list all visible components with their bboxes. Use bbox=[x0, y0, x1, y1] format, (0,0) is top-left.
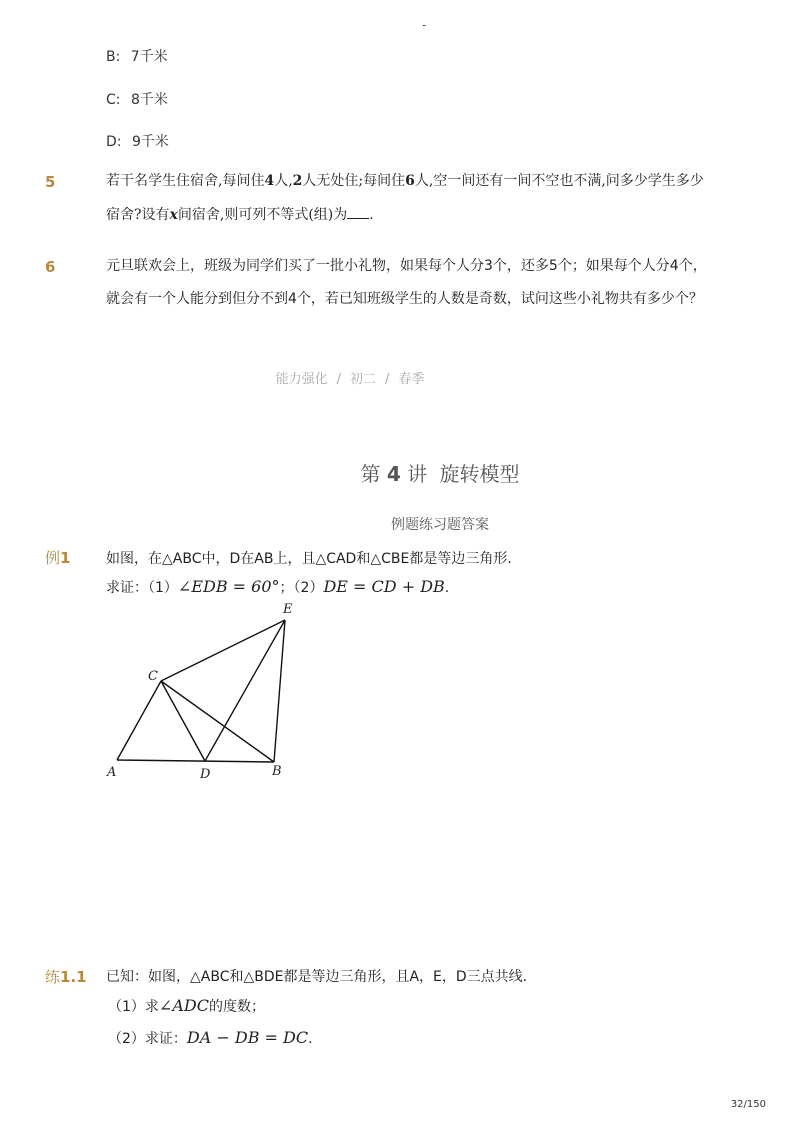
q5-num-3: 6 bbox=[405, 173, 415, 189]
point-label-a: A bbox=[107, 765, 117, 780]
breadcrumb-item: 能力强化 bbox=[275, 372, 328, 387]
question-5-line1 bbox=[106, 164, 746, 198]
part-1-suffix: 的度数； bbox=[208, 999, 265, 1015]
example-label-char: 例 bbox=[45, 549, 61, 567]
point-label-c: C bbox=[148, 669, 158, 684]
breadcrumb-separator: / bbox=[385, 372, 390, 387]
option-d bbox=[106, 131, 169, 151]
breadcrumb-separator: / bbox=[336, 372, 341, 387]
option-text: 8千米 bbox=[130, 92, 168, 108]
option-label: B: bbox=[106, 49, 121, 65]
prove-prefix: 求证：（1） bbox=[106, 580, 178, 596]
math-expression: DE = CD + DB bbox=[323, 577, 445, 596]
question-6-text bbox=[106, 250, 746, 316]
practice-1-1-line2 bbox=[108, 996, 265, 1016]
question-5-line2 bbox=[106, 198, 746, 232]
lecture-mid: 讲 bbox=[407, 462, 428, 486]
question-5-number: 5 bbox=[45, 173, 56, 191]
math-expression: ∠EDB = 60° bbox=[177, 577, 280, 596]
q5-text-e: 宿舍?设有 bbox=[106, 207, 170, 223]
practice-1-1-line3 bbox=[108, 1028, 313, 1048]
segment-ac bbox=[117, 681, 161, 760]
lecture-title bbox=[0, 458, 800, 487]
question-5-text bbox=[106, 164, 746, 232]
prove-mid: ；（2） bbox=[279, 580, 324, 596]
breadcrumb bbox=[0, 368, 700, 387]
segment-ce bbox=[161, 620, 285, 681]
part-2-prefix: （2）求证： bbox=[108, 1031, 187, 1047]
option-label: C: bbox=[106, 92, 121, 108]
header-dash: - bbox=[422, 18, 427, 32]
answer-blank[interactable] bbox=[347, 204, 369, 219]
option-c bbox=[106, 89, 168, 109]
prove-period: . bbox=[444, 580, 450, 596]
lecture-prefix: 第 bbox=[360, 462, 381, 486]
segment-eb bbox=[274, 620, 285, 762]
segment-de bbox=[205, 620, 285, 761]
example-label-number: 1 bbox=[60, 549, 71, 567]
example-1-line2 bbox=[106, 577, 449, 597]
point-label-b: B bbox=[272, 764, 282, 779]
q5-text-a: 若干名学生住宿舍,每间住 bbox=[106, 173, 265, 189]
option-label: D: bbox=[106, 134, 122, 150]
q5-text-d: 人,空一间还有一间不空也不满,问多少学生多少 bbox=[414, 173, 704, 189]
practice-label-number: 1.1 bbox=[60, 968, 87, 986]
breadcrumb-item: 初二 bbox=[349, 372, 376, 387]
practice-1-1-line1: 已知：如图，△ABC和△BDE都是等边三角形，且A，E，D三点共线． bbox=[106, 969, 537, 985]
lecture-name: 旋转模型 bbox=[439, 462, 520, 486]
segment-cd bbox=[161, 681, 205, 761]
practice-label-char: 练 bbox=[45, 968, 61, 986]
part-1-prefix: （1）求 bbox=[108, 999, 159, 1015]
option-text: 7千米 bbox=[130, 49, 168, 65]
breadcrumb-item: 春季 bbox=[398, 372, 425, 387]
question-6-number: 6 bbox=[45, 258, 56, 276]
section-subtitle: 例题练习题答案 bbox=[391, 517, 489, 533]
q5-num-1: 4 bbox=[264, 173, 275, 189]
math-expression: DA − DB = DC bbox=[186, 1028, 309, 1047]
q5-text-b: 人, bbox=[274, 173, 293, 189]
question-6-line1: 元旦联欢会上，班级为同学们买了一批小礼物，如果每个人分3个，还多5个；如果每个人分4个， bbox=[106, 258, 707, 274]
practice-1-1-label bbox=[45, 966, 87, 987]
lecture-number: 4 bbox=[386, 462, 401, 486]
part-2-period: . bbox=[308, 1031, 313, 1047]
example-1-line1: 如图，在△ABC中，D在AB上，且△CAD和△CBE都是等边三角形． bbox=[106, 551, 522, 567]
q5-text-c: 人无处住;每间住 bbox=[302, 173, 406, 189]
segment-ab bbox=[117, 760, 274, 762]
q5-variable: x bbox=[169, 207, 178, 223]
page-number: 32/150 bbox=[730, 1099, 766, 1110]
option-text: 9千米 bbox=[131, 134, 169, 150]
geometry-figure bbox=[100, 598, 320, 788]
point-label-d: D bbox=[200, 767, 211, 782]
segment-cb bbox=[161, 681, 274, 762]
q5-text-f: 间宿舍,则可列不等式(组)为 bbox=[177, 207, 348, 223]
question-6-line2: 就会有一个人能分到但分不到4个，若已知班级学生的人数是奇数，试问这些小礼物共有多少个？ bbox=[106, 291, 703, 307]
math-expression: ∠ADC bbox=[158, 996, 209, 1015]
point-label-e: E bbox=[283, 602, 293, 617]
q5-period: . bbox=[369, 207, 374, 223]
option-b bbox=[106, 46, 168, 66]
q5-num-2: 2 bbox=[292, 173, 303, 189]
example-1-label bbox=[45, 547, 70, 568]
